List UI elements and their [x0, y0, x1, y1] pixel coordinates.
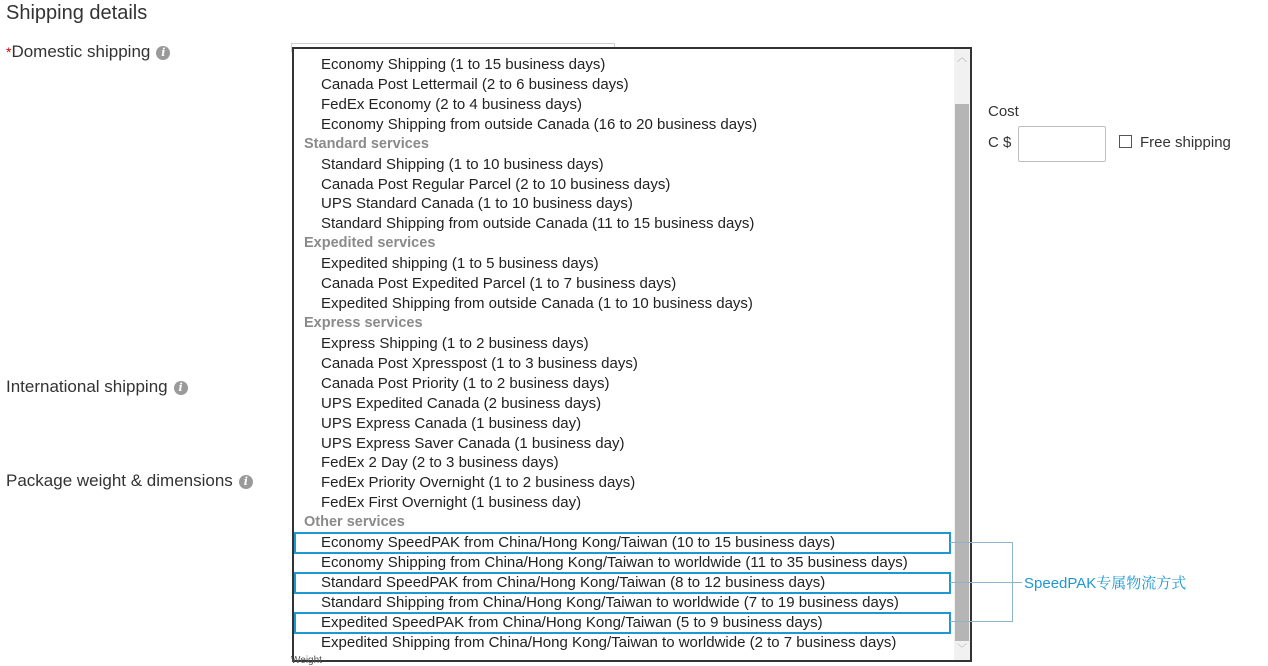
currency-label: C $: [988, 134, 1012, 151]
dropdown-option[interactable]: Canada Post Priority (1 to 2 business days): [321, 374, 610, 392]
package-weight-label: [6, 470, 253, 492]
option-group-header: Expedited services: [304, 235, 436, 252]
dropdown-option[interactable]: Economy Shipping (1 to 15 business days): [321, 56, 606, 73]
dropdown-option[interactable]: Expedited Shipping from outside Canada (1 to 10 business days): [321, 295, 753, 313]
speedpak-highlight-box: [294, 572, 951, 594]
dropdown-option[interactable]: Economy Shipping from China/Hong Kong/Taiwan to worldwide (11 to 35 business days): [321, 554, 908, 572]
dropdown-option[interactable]: FedEx Economy (2 to 4 business days): [321, 95, 582, 113]
domestic-shipping-label: [6, 41, 170, 63]
cost-label: Cost: [988, 103, 1019, 120]
scroll-thumb[interactable]: [955, 104, 969, 641]
dropdown-option[interactable]: Canada Post Lettermail (2 to 6 business days): [321, 75, 629, 93]
annotation-line-middle: [950, 582, 1012, 583]
dropdown-option[interactable]: Canada Post Xpresspost (1 to 3 business days): [321, 354, 638, 372]
weight-label-peek: Weight: [291, 655, 322, 666]
dropdown-option[interactable]: FedEx Priority Overnight (1 to 2 business days): [321, 474, 636, 492]
speedpak-highlight-box: [294, 612, 951, 634]
dropdown-option[interactable]: Economy Shipping from outside Canada (16 to 20 business days): [321, 115, 758, 133]
dropdown-scrollbar[interactable]: [954, 49, 970, 660]
dropdown-option[interactable]: Expedited shipping (1 to 5 business days): [321, 255, 599, 273]
option-group-header: Express services: [304, 314, 423, 331]
dropdown-option[interactable]: Economy SpeedPAK from China/Hong Kong/Taiwan (10 to 15 business days): [321, 534, 836, 552]
section-title: Shipping details: [6, 2, 148, 24]
required-asterisk: *: [6, 44, 12, 60]
dropdown-option[interactable]: Canada Post Regular Parcel (2 to 10 business days): [321, 175, 671, 193]
dropdown-option[interactable]: Standard SpeedPAK from China/Hong Kong/Taiwan (8 to 12 business days): [321, 573, 826, 591]
international-shipping-text: International shipping: [6, 377, 168, 396]
dropdown-option[interactable]: Canada Post Expedited Parcel (1 to 7 business days): [321, 275, 677, 293]
dropdown-option[interactable]: UPS Standard Canada (1 to 10 business days): [321, 195, 633, 213]
dropdown-option-list: [294, 55, 952, 653]
dropdown-option[interactable]: FedEx First Overnight (1 business day): [321, 494, 582, 512]
speedpak-annotation: SpeedPAK专属物流方式: [1024, 575, 1187, 592]
annotation-connector: [1012, 582, 1022, 583]
info-icon[interactable]: i: [174, 381, 188, 395]
option-group-header: Standard services: [304, 135, 429, 152]
free-shipping-checkbox[interactable]: [1119, 135, 1132, 148]
dropdown-option[interactable]: UPS Express Canada (1 business day): [321, 414, 582, 432]
dropdown-option[interactable]: Standard Shipping (1 to 10 business days): [321, 155, 604, 173]
annotation-line-top: [950, 542, 1012, 543]
dropdown-option[interactable]: UPS Express Saver Canada (1 business day): [321, 434, 625, 452]
info-icon[interactable]: i: [156, 46, 170, 60]
dropdown-option[interactable]: Express Shipping (1 to 2 business days): [321, 334, 589, 352]
dropdown-option[interactable]: Expedited SpeedPAK from China/Hong Kong/Taiwan (5 to 9 business days): [321, 613, 823, 631]
option-group-header: Other services: [304, 514, 405, 531]
speedpak-highlight-box: [294, 532, 951, 554]
annotation-line-bottom: [950, 621, 1012, 622]
shipping-service-dropdown[interactable]: [292, 47, 972, 662]
dropdown-option[interactable]: UPS Expedited Canada (2 business days): [321, 394, 602, 412]
dropdown-option[interactable]: Expedited Shipping from China/Hong Kong/Taiwan to worldwide (2 to 7 business days): [321, 633, 897, 651]
domestic-shipping-text: Domestic shipping: [11, 42, 151, 61]
international-shipping-label: [6, 376, 188, 398]
dropdown-option[interactable]: FedEx 2 Day (2 to 3 business days): [321, 454, 559, 472]
cost-input[interactable]: [1018, 126, 1106, 162]
dropdown-option[interactable]: Standard Shipping from outside Canada (11 to 15 business days): [321, 215, 755, 233]
free-shipping-label[interactable]: Free shipping: [1140, 134, 1231, 151]
scroll-down-icon[interactable]: ﹀: [957, 644, 967, 655]
dropdown-option[interactable]: Standard Shipping from China/Hong Kong/Taiwan to worldwide (7 to 19 business days): [321, 593, 899, 611]
package-weight-text: Package weight & dimensions: [6, 471, 233, 490]
scroll-up-icon[interactable]: ︿: [957, 53, 967, 64]
info-icon[interactable]: i: [239, 475, 253, 489]
